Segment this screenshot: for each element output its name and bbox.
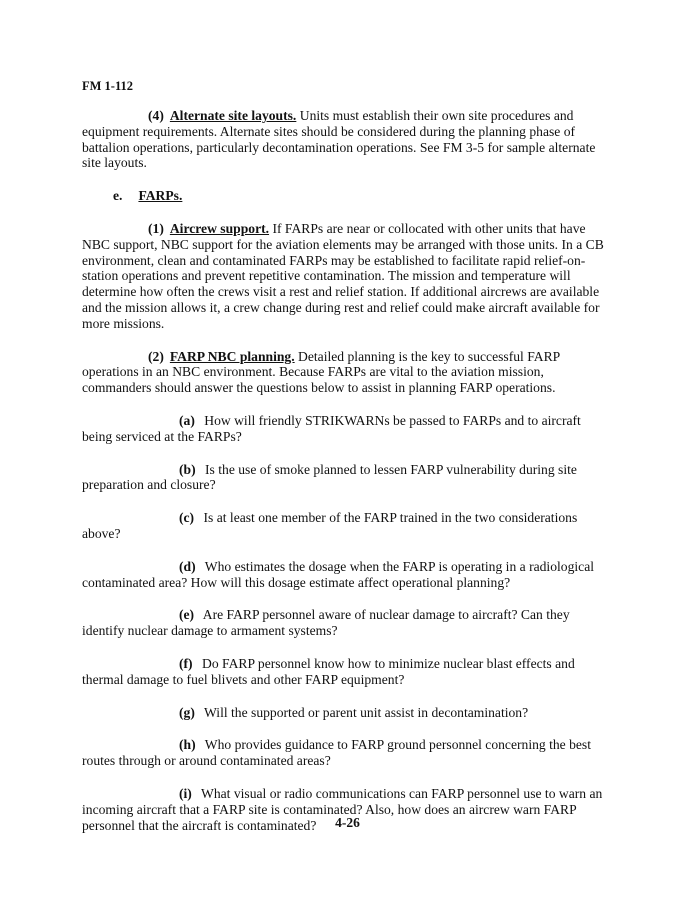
paragraph-aircrew-support (82, 221, 612, 332)
question-text: How will friendly STRIKWARNs be passed to FARPs and to aircraft being serviced at the FARPs? (82, 412, 581, 444)
paragraph-number: (1) (148, 220, 164, 236)
paragraph-number: (2) (148, 348, 164, 364)
question-label: (c) (179, 510, 195, 526)
question-label: (f) (179, 655, 193, 671)
question-label: (e) (179, 607, 195, 623)
question-item (82, 510, 612, 542)
question-item (82, 705, 612, 721)
paragraph-text: Detailed planning is the key to successful FARP operations in an NBC environment. Because FARPs are vital to the aviation mission, commanders should answer the questions below to assist in planning FARP operations. (82, 348, 560, 396)
paragraph-title: Aircrew support. (169, 220, 270, 236)
question-text: What visual or radio communications can FARP personnel use to warn an incoming aircraft that a FARP site is contaminated? Also, how does an aircrew warn FARP personnel that the aircraft is contaminated? (82, 785, 603, 833)
question-label: (d) (179, 558, 196, 574)
section-letter: e. (113, 188, 123, 204)
paragraph-text: Units must establish their own site procedures and equipment requirements. Alternate sites should be considered during the planning phase of battalion operations, particularly decontamination operations. See FM 3-5 for sample alternate site layouts. (82, 108, 596, 171)
paragraph-title: Alternate site layouts. (169, 108, 297, 123)
page-content (82, 108, 612, 850)
paragraph-number: (4) (148, 108, 164, 123)
question-text: Is the use of smoke planned to lessen FARP vulnerability during site preparation and closure? (82, 461, 577, 493)
section-title: FARPs. (138, 188, 183, 204)
page-number: 4-26 (335, 815, 360, 830)
question-item (82, 462, 612, 494)
question-item (82, 656, 612, 688)
question-label: (b) (179, 461, 196, 477)
manual-header: FM 1-112 (82, 79, 134, 93)
question-text: Is at least one member of the FARP trained in the two considerations above? (82, 510, 578, 541)
question-text: Are FARP personnel aware of nuclear damage to aircraft? Can they identify nuclear damage to armament systems? (82, 607, 570, 639)
question-text: Do FARP personnel know how to minimize nuclear blast effects and thermal damage to fuel blivets and other FARP equipment? (82, 655, 575, 687)
question-item (82, 607, 612, 639)
paragraph-text: If FARPs are near or collocated with other units that have NBC support, NBC support for the aviation elements may be arranged with those units. In a CB environment, clean and contaminated FARPs may be established to facilitate rapid relief-on-station operations and prevent repetitive contamination. The mission and temperature will determine how often the crews visit a rest and relief station. If additional aircrews are available and the mission allows it, a crew change during rest and relief could make aircraft available for more missions. (82, 220, 604, 331)
question-label: (g) (179, 704, 195, 720)
section-heading-farps (113, 188, 612, 204)
question-text: Who provides guidance to FARP ground personnel concerning the best routes through or around contaminated areas? (82, 737, 591, 769)
question-label: (a) (179, 412, 195, 428)
question-item (82, 413, 612, 445)
question-label: (i) (179, 785, 192, 801)
paragraph-alternate-site-layouts (82, 108, 612, 171)
question-item (82, 559, 612, 591)
paragraph-title: FARP NBC planning. (169, 348, 295, 364)
question-text: Who estimates the dosage when the FARP is operating in a radiological contaminated area? How will this dosage estimate affect operational planning? (82, 558, 595, 590)
question-item (82, 737, 612, 769)
question-label: (h) (179, 737, 196, 753)
paragraph-farp-nbc-planning (82, 349, 612, 396)
question-text: Will the supported or parent unit assist in decontamination? (204, 704, 529, 720)
